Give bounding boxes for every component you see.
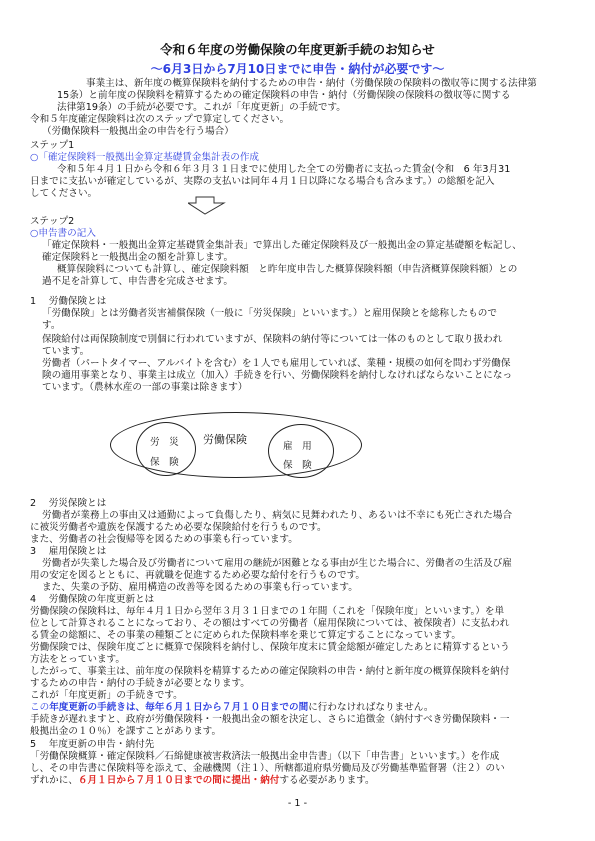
section4-line: る賃金の総額に、その事業の種類ごとに定められた保険料率を乗じて算定することになっています。: [30, 630, 461, 641]
submission-prefix: ずれかに、: [30, 775, 78, 786]
step2-subheading: ○申告書の記入: [30, 228, 96, 239]
step2-line: 「確定保険料・一般拠出金算定基礎賃金集計表」で算出した確定保険料及び一般拠出金の算定基礎額を転記し、: [42, 240, 522, 251]
section4-after-line: 手続きが遅れますと、政府が労働保険料・一般拠出金の額を決定し、さらに追徴金（納付すべき労働保険料・一: [30, 714, 510, 725]
section1-line: ています。: [42, 346, 90, 357]
update-period-line: [30, 702, 434, 714]
step2-line: 概算保険料についても計算し、確定保険料額 と昨年度申告した概算保険料額（申告済概算保険料額）との: [57, 264, 518, 275]
section1-line: 保険給付は両保険制度で別個に行われていますが、保険料の納付等については一体のものとして取り扱われ: [42, 334, 503, 345]
section3-heading: 3 雇用保険とは: [30, 546, 107, 557]
section4-line: 方法をとっています。: [30, 654, 125, 665]
section3-line: また、失業の予防、雇用構造の改善等を図るための事業も行っています。: [42, 582, 358, 593]
diagram-right-label: 雇 用: [283, 441, 312, 452]
section4-line: したがって、事業主は、前年度の保険料を精算するための確定保険料の申告・納付と新年度の概算保険料を納付: [30, 666, 510, 677]
intro-line: 令和５年度確定保険料は次のステップで算定してください。: [30, 114, 290, 125]
intro-line: 15条）と前年度の保険料を精算するための確定保険料の申告・納付（労働保険の保険料の徴収等に関する: [57, 90, 511, 101]
diagram-left-label: 保 険: [150, 457, 179, 468]
section5-line: し、その申告書に保険料等を添えて、金融機関（注１）、所轄都道府県労働局及び労働基準監督署（注２）のい: [30, 763, 505, 774]
intro-line: 法律第19条）の手続が必要です。これが「年度更新」の手続です。: [57, 102, 346, 113]
step1-line: 日までに支払いが確定しているが、実際の支払いは同年４月１日以降になる場合も含みます。）の総額を記入: [30, 176, 495, 187]
section4-line: 労働保険では、保険年度ごとに概算で保険料を納付し、保険年度末に賃金総額が確定したあとに精算するという: [30, 642, 510, 653]
page-title: 令和６年度の労働保険の年度更新手続のお知らせ: [160, 42, 435, 57]
section2-line: に被災労働者や遺族を保護するため必要な保険給付を行うものです。: [30, 522, 327, 533]
section4-line: これが「年度更新」の手続きです。: [30, 690, 183, 701]
section1-line: ています。（農林水産の一部の事業は除きます）: [42, 382, 248, 393]
section1-heading: 1 労働保険とは: [30, 296, 107, 307]
step2-line: 過不足を計算して、申告書を完成させます。: [42, 276, 233, 287]
section4-heading: 4 労働保険の年度更新とは: [30, 594, 155, 605]
section3-line: 用の安定を図るとともに、再就職を促進するため必要な給付を行うものです。: [30, 570, 366, 581]
section4-line: するための申告・納付の手続きが必要となります。: [30, 678, 250, 689]
step1-subheading: ○「確定保険料一般拠出金算定基礎賃金集計表の作成: [30, 152, 260, 163]
section5-heading: 5 年度更新の申告・納付先: [30, 739, 155, 750]
submission-highlight: ６月１日から７月１０日までの間に提出・納付: [77, 775, 280, 786]
diagram-right-label: 保 険: [283, 460, 312, 471]
section2-line: また、労働者の社会復帰等を図るための事業も行っています。: [30, 534, 298, 545]
diagram-outer-label: 労働保険: [203, 433, 247, 446]
section1-line: 険の適用事業となり、事業主は成立（加入）手続きを行い、労働保険料を納付しなければならないことになっ: [42, 370, 513, 381]
section4-line: 位として計算されることになっており、その額はすべての労働者（雇用保険については、被保険者）に支払われ: [30, 618, 510, 629]
step1-line: してください。: [30, 188, 98, 199]
intro-line: 事業主は、新年度の概算保険料を納付するための申告・納付（労働保険の保険料の徴収等に関する法律第: [86, 78, 537, 89]
update-period-prefix: この: [30, 702, 50, 713]
step2-line: 確定保険料と一般拠出金の額を計算します。: [42, 252, 234, 263]
intro-line: （労働保険料一般拠出金の申告を行う場合）: [42, 126, 234, 137]
step2-heading: ステップ2: [30, 216, 75, 227]
section4-line: 労働保険の保険料は、毎年４月１日から翌年３月３１日までの１年間（これを「保険年度」といいます。）を単: [30, 606, 505, 617]
section3-line: 労働者が失業した場合及び労働者について雇用の継続が困難となる事由が生じた場合に、労働者の生活及び雇: [42, 558, 512, 569]
update-period-highlight: 年度更新の手続きは、毎年６月１日から７月１０日までの間: [49, 702, 309, 713]
page-subtitle: ～6月3日から7月10日までに申告・納付が必要です～: [150, 62, 445, 76]
section2-line: 労働者が業務上の事由又は通勤によって負傷したり、病気に見舞われたり、あるいは不幸にも死亡された場合: [42, 510, 513, 521]
section1-line: 労働者（パートタイマー、アルバイトを含む）を１人でも雇用していれば、業種・規模の如何を問わず労働保: [42, 358, 511, 369]
submission-suffix: する必要があります。: [279, 775, 375, 786]
diagram-left-label: 労 災: [150, 437, 179, 448]
section5-line: 「労働保険概算・確定保険料／石綿健康被害救済法一般拠出金申告書」（以下「申告書」といいます。）を作成: [30, 751, 500, 762]
section2-heading: 2 労災保険とは: [30, 498, 107, 509]
section1-line: 「労働保険」とは労働者災害補償保険（一般に「労災保険」といいます。）と雇用保険とを総称したもので: [42, 308, 497, 319]
section4-after-line: 般拠出金の１０％）を課すことがあります。: [30, 726, 222, 737]
update-period-suffix: に行わなければなりません。: [308, 702, 434, 713]
page-number: - 1 -: [287, 798, 308, 809]
submission-line: [30, 775, 375, 787]
step1-heading: ステップ1: [30, 140, 75, 151]
step1-line: 令和５年４月１日から令和６年３月３１日までに使用した全ての労働者に支払った賃金(令和 6 年3月31: [57, 164, 511, 175]
down-arrow-icon: [188, 196, 226, 216]
section1-line: す。: [42, 320, 61, 331]
